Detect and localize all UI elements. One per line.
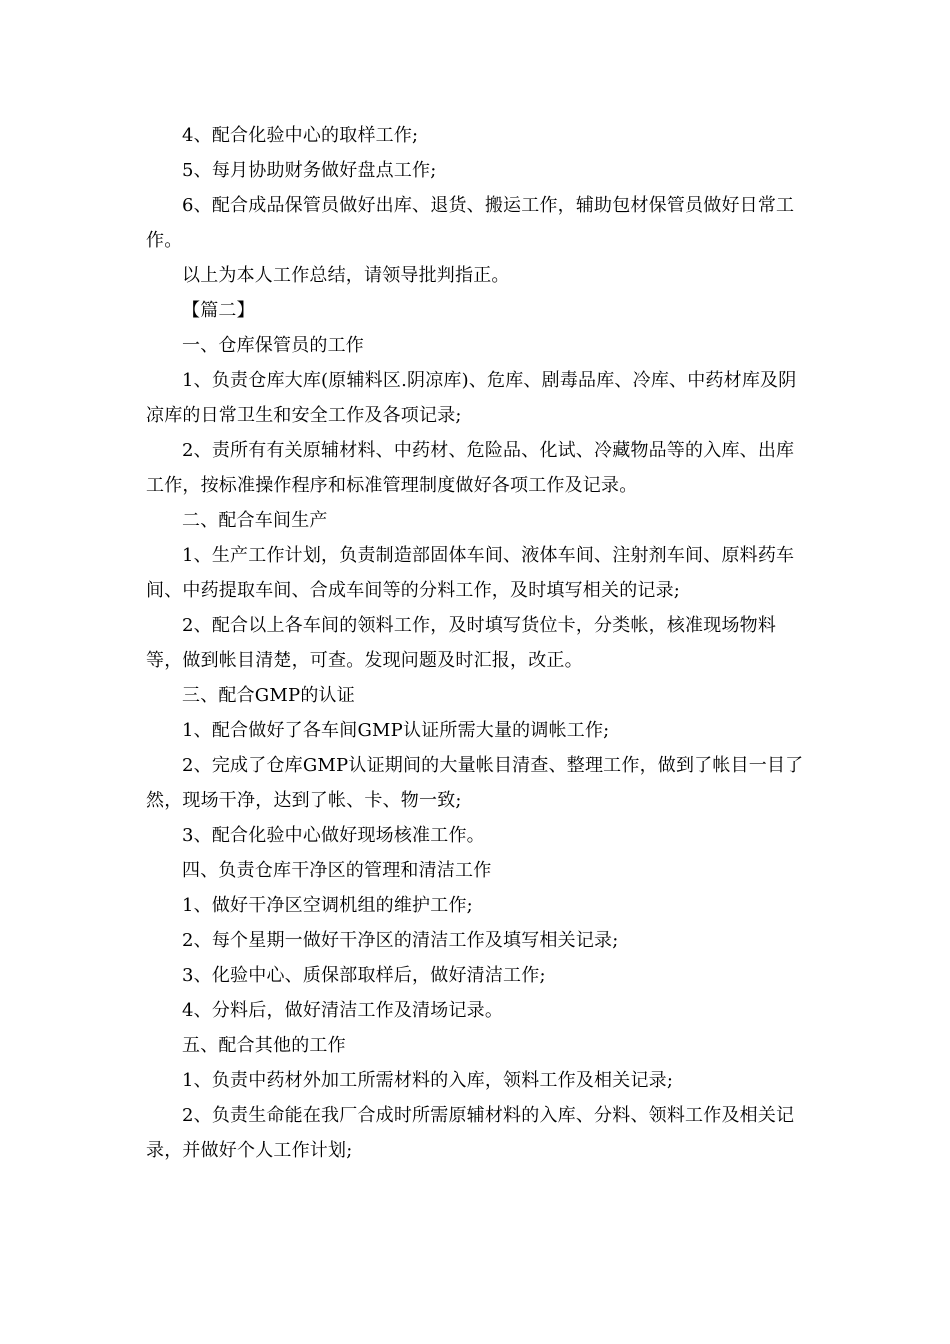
section-heading: 【篇二】: [182, 300, 255, 321]
paragraph: 3、化验中心、质保部取样后，做好清洁工作;: [182, 965, 546, 986]
section-heading: 三、配合GMP的认证: [182, 685, 355, 706]
paragraph: 以上为本人工作总结，请领导批判指正。: [182, 265, 510, 286]
paragraph: 1、负责中药材外加工所需材料的入库，领料工作及相关记录;: [182, 1070, 674, 1091]
paragraph: 2、完成了仓库GMP认证期间的大量帐目清查、整理工作，做到了帐目一目了然，现场干净，达到了帐、卡、物一致;: [146, 755, 804, 811]
document-body: [146, 118, 806, 1168]
section-heading: 四、负责仓库干净区的管理和清洁工作: [182, 860, 492, 881]
paragraph: 1、生产工作计划，负责制造部固体车间、液体车间、注射剂车间、原料药车间、中药提取车间、合成车间等的分料工作，及时填写相关的记录;: [146, 545, 795, 601]
paragraph: 2、负责生命能在我厂合成时所需原辅材料的入库、分料、领料工作及相关记录，并做好个人工作计划;: [146, 1105, 795, 1161]
paragraph: 4、分料后，做好清洁工作及清场记录。: [182, 1000, 504, 1021]
paragraph: 2、责所有有关原辅材料、中药材、危险品、化试、冷藏物品等的入库、出库工作，按标准操作程序和标准管理制度做好各项工作及记录。: [146, 440, 795, 496]
paragraph: 1、做好干净区空调机组的维护工作;: [182, 895, 473, 916]
section-heading: 五、配合其他的工作: [182, 1035, 346, 1056]
paragraph: 1、负责仓库大库(原辅料区.阴凉库)、危库、剧毒品库、冷库、中药材库及阴凉库的日常卫生和安全工作及各项记录;: [146, 370, 797, 426]
paragraph: 2、每个星期一做好干净区的清洁工作及填写相关记录;: [182, 930, 619, 951]
section-heading: 二、配合车间生产: [182, 510, 328, 531]
paragraph: 2、配合以上各车间的领料工作，及时填写货位卡，分类帐，核准现场物料等，做到帐目清楚，可查。发现问题及时汇报，改正。: [146, 615, 777, 671]
paragraph: 6、配合成品保管员做好出库、退货、搬运工作，辅助包材保管员做好日常工作。: [146, 195, 795, 251]
paragraph: 3、配合化验中心做好现场核准工作。: [182, 825, 485, 846]
paragraph: 1、配合做好了各车间GMP认证所需大量的调帐工作;: [182, 720, 610, 741]
section-heading: 一、仓库保管员的工作: [182, 335, 364, 356]
paragraph: 4、配合化验中心的取样工作;: [182, 125, 419, 146]
paragraph: 5、每月协助财务做好盘点工作;: [182, 160, 437, 181]
